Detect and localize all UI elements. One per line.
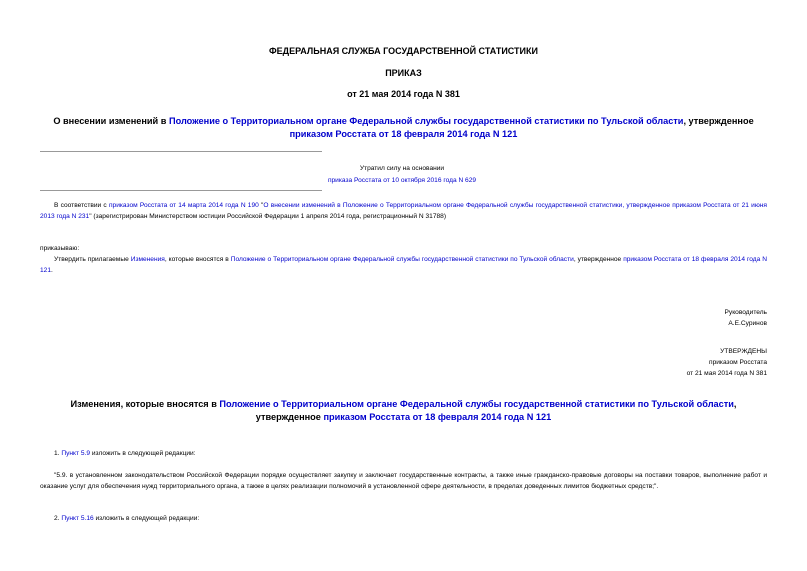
directive-link-regulation[interactable]: Положение о Территориальном органе Федеральной службы государственной статистики по Тульской области (230, 256, 574, 263)
repealed-label: Утратил силу на основании (359, 165, 445, 172)
item-2-number: 2. (54, 515, 62, 522)
title-prefix: О внесении изменений в (53, 116, 169, 126)
directive-text-3: , утвержденное (573, 256, 624, 263)
preamble-link-amendments[interactable]: О внесении изменений в Положение о Территориальном органе Федеральной службы государственной статистики, утвержденное приказом Росстата от 21 июня 2013 года N 231 (40, 202, 767, 220)
directive-link-order-121[interactable]: приказом Росстата от 18 февраля 2014 года N 121 (40, 256, 767, 274)
preamble-link-order-190[interactable]: приказом Росстата от 14 марта 2014 года N 190 (108, 202, 259, 209)
signature-block (725, 307, 767, 329)
item-2 (40, 513, 767, 524)
divider-top (40, 151, 322, 152)
approved-line-2: приказом Росстата (709, 359, 767, 366)
title-middle: , утвержденное (683, 116, 754, 126)
date-number-heading: от 21 мая 2014 года N 381 (347, 89, 460, 99)
item-1-text: изложить в следующей редакции: (90, 450, 196, 457)
directive-paragraph (40, 254, 767, 276)
order-word: приказываю: (40, 245, 80, 252)
title-link-order-121[interactable]: приказом Росстата от 18 февраля 2014 года N 121 (289, 129, 518, 139)
changes-title-link-regulation[interactable]: Положение о Территориальном органе Федеральной службы государственной статистики по Тульской области (219, 399, 734, 409)
changes-title-middle: , утвержденное (255, 399, 737, 422)
doc-type-heading: ПРИКАЗ (385, 68, 422, 78)
item-2-text: изложить в следующей редакции: (93, 515, 200, 522)
approved-block (687, 346, 767, 379)
directive-link-changes[interactable]: Изменения (130, 256, 165, 263)
title-link-regulation[interactable]: Положение о Территориальном органе Федеральной службы государственной статистики по Тульской области (168, 116, 684, 126)
signature-name: А.Е.Суринов (728, 320, 767, 327)
item-1-link[interactable]: Пункт 5.9 (61, 450, 90, 457)
order-title (40, 115, 767, 141)
preamble-paragraph (40, 200, 767, 222)
changes-title-prefix: Изменения, которые вносятся в (70, 399, 220, 409)
quote-5-9: "5.9. в установленном законодательством Российской Федерации порядке осуществляет закупку и заключает государственные контракты, а также иные гражданско-правовые договоры на поставки товаров, выполнение работ и оказание услуг для обеспечения нужд территориального органа, а также в целях реализации полномочий в установленной сфере деятельности, в пределах доведенных лимитов бюджетных средств;". (40, 472, 767, 490)
preamble-text-1: В соответствии с (54, 202, 109, 209)
agency-heading: ФЕДЕРАЛЬНАЯ СЛУЖБА ГОСУДАРСТВЕННОЙ СТАТИСТИКИ (269, 46, 538, 56)
repealed-link[interactable]: приказа Росстата от 10 октября 2016 года N 629 (327, 177, 477, 184)
approved-line-3: от 21 мая 2014 года N 381 (686, 370, 767, 377)
item-1 (40, 448, 767, 459)
changes-title-link-order-121[interactable]: приказом Росстата от 18 февраля 2014 года N 121 (323, 412, 552, 422)
preamble-text-2: " (258, 202, 264, 209)
approved-line-1: УТВЕРЖДЕНЫ (720, 348, 767, 355)
preamble-text-3: " (зарегистрирован Министерством юстиции Российской Федерации 1 апреля 2014 года, регистрационный N 31788) (89, 213, 447, 220)
item-1-number: 1. (54, 450, 62, 457)
directive-text-1: Утвердить прилагаемые (54, 256, 131, 263)
signature-position: Руководитель (724, 309, 767, 316)
repealed-note (322, 163, 482, 187)
divider-bottom (40, 190, 322, 191)
directive-text-4: . (51, 267, 53, 274)
item-2-link[interactable]: Пункт 5.16 (61, 515, 94, 522)
directive-text-2: , которые вносятся в (164, 256, 231, 263)
changes-title (40, 398, 767, 424)
